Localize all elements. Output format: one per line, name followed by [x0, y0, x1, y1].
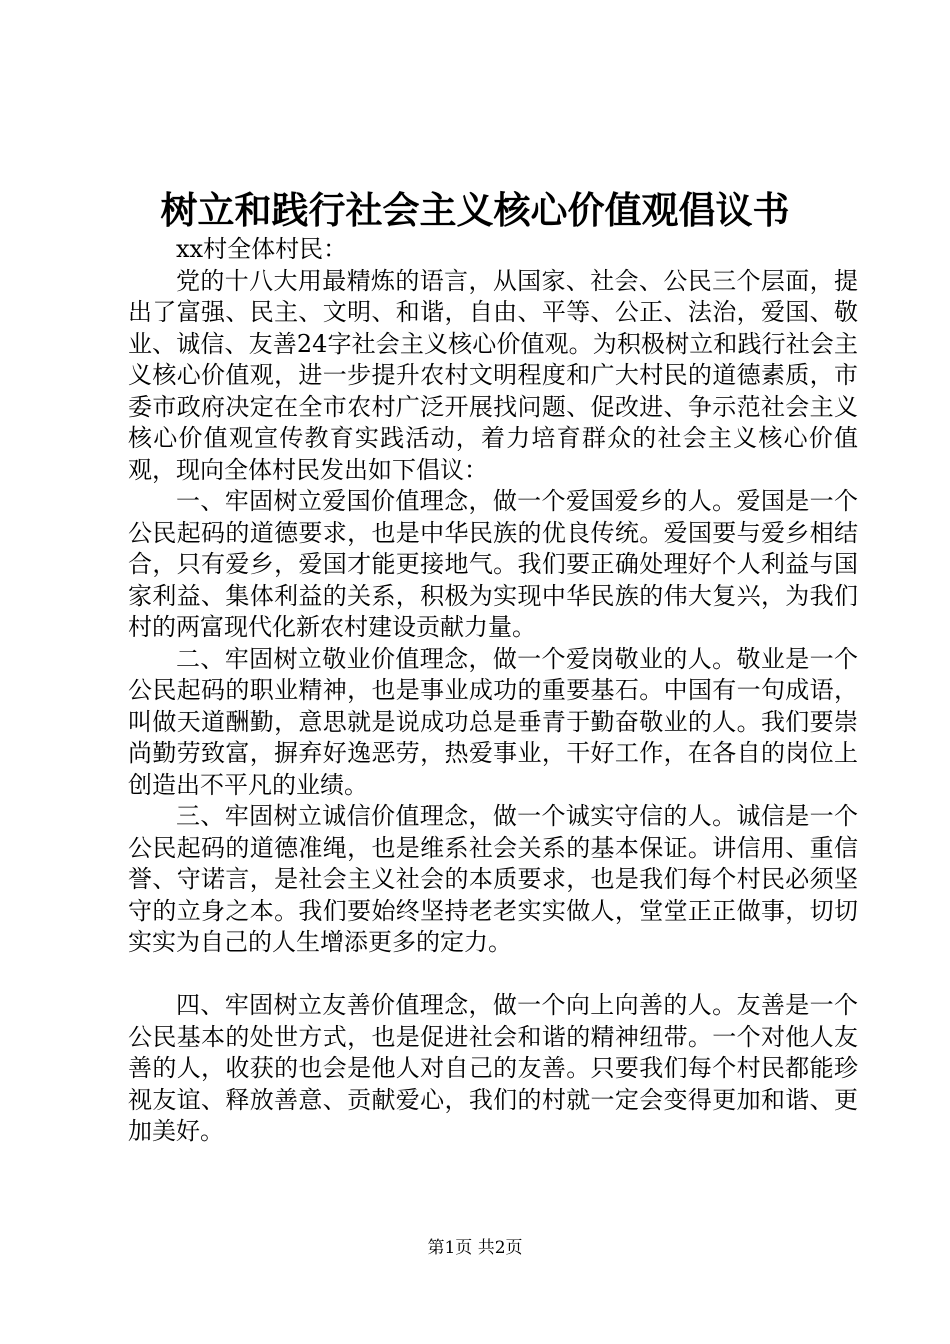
document-body [128, 234, 858, 1148]
page-footer: 第1页 共2页 [427, 1238, 523, 1258]
paragraph-integrity: 三、牢固树立诚信价值理念，做一个诚实守信的人。诚信是一个公民起码的道德准绳，也是维系社会关系的基本保证。讲信用、重信誉、守诺言，是社会主义社会的本质要求，也是我们每个村民必须坚守的立身之本。我们要始终坚持老老实实做人，堂堂正正做事，切切实实为自己的人生增添更多的定力。 [128, 802, 858, 956]
paragraph-patriotism: 一、牢固树立爱国价值理念，做一个爱国爱乡的人。爱国是一个公民起码的道德要求，也是中华民族的优良传统。爱国要与爱乡相结合，只有爱乡，爱国才能更接地气。我们要正确处理好个人利益与国家利益、集体利益的关系，积极为实现中华民族的伟大复兴，为我们村的两富现代化新农村建设贡献力量。 [128, 487, 858, 641]
paragraph-friendliness: 四、牢固树立友善价值理念，做一个向上向善的人。友善是一个公民基本的处世方式，也是促进社会和谐的精神纽带。一个对他人友善的人，收获的也会是他人对自己的友善。只要我们每个村民都能珍视友谊、释放善意、贡献爱心，我们的村就一定会变得更加和谐、更加美好。 [128, 991, 858, 1145]
salutation: xx村全体村民： [176, 235, 348, 263]
document-title: 树立和践行社会主义核心价值观倡议书 [160, 188, 790, 232]
paragraph-dedication: 二、牢固树立敬业价值理念，做一个爱岗敬业的人。敬业是一个公民起码的职业精神，也是事业成功的重要基石。中国有一句成语，叫做天道酬勤，意思就是说成功总是垂青于勤奋敬业的人。我们要崇尚勤劳致富，摒弃好逸恶劳，热爱事业，干好工作，在各自的岗位上创造出不平凡的业绩。 [128, 644, 858, 799]
paragraph-intro: 党的十八大用最精炼的语言，从国家、社会、公民三个层面，提出了富强、民主、文明、和谐，自由、平等、公正、法治，爱国、敬业、诚信、友善24字社会主义核心价值观。为积极树立和践行社会主义核心价值观，进一步提升农村文明程度和广大村民的道德素质，市委市政府决定在全市农村广泛开展找问题、促改进、争示范社会主义核心价值观宣传教育实践活动，着力培育群众的社会主义核心价值观，现向全体村民发出如下倡议： [128, 266, 858, 484]
